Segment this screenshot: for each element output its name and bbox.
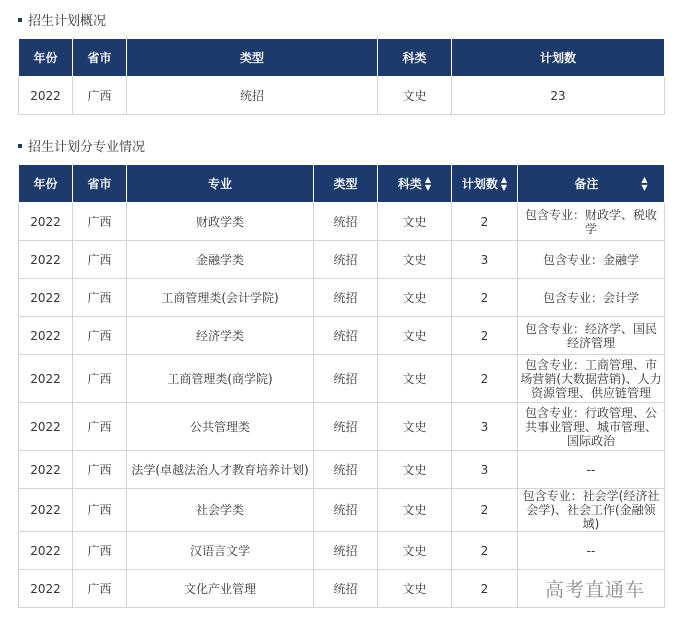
cell-year: 2022	[19, 317, 73, 355]
table-row	[19, 241, 665, 279]
header-province: 省市	[73, 39, 127, 77]
sort-icon[interactable]: ▲ ▼	[641, 175, 648, 193]
cell-notes: --	[518, 532, 665, 570]
header-plan-count: 计划数	[452, 39, 665, 77]
cell-major: 社会学类	[127, 489, 314, 532]
majors-table	[18, 164, 665, 608]
cell-type: 统招	[314, 451, 378, 489]
table-row	[19, 451, 665, 489]
cell-category: 文史	[378, 451, 452, 489]
cell-major: 文化产业管理	[127, 570, 314, 608]
cell-province: 广西	[73, 317, 127, 355]
section-title-overview	[18, 10, 106, 29]
header-category[interactable]	[378, 165, 452, 203]
table-row	[19, 77, 665, 115]
header-notes-label: 备注	[574, 176, 599, 191]
header-plan-count[interactable]	[452, 165, 518, 203]
cell-category: 文史	[378, 532, 452, 570]
cell-plan-count: 2	[452, 570, 518, 608]
cell-type: 统招	[314, 403, 378, 451]
cell-year: 2022	[19, 241, 73, 279]
table-row	[19, 317, 665, 355]
cell-province: 广西	[73, 241, 127, 279]
cell-year: 2022	[19, 355, 73, 403]
cell-plan-count: 2	[452, 279, 518, 317]
cell-category: 文史	[378, 355, 452, 403]
header-category: 科类	[378, 39, 452, 77]
cell-year: 2022	[19, 279, 73, 317]
cell-major: 经济学类	[127, 317, 314, 355]
cell-notes: 包含专业：金融学	[518, 241, 665, 279]
cell-plan-count: 3	[452, 403, 518, 451]
table-row	[19, 532, 665, 570]
sort-icon[interactable]: ▲ ▼	[424, 175, 432, 193]
cell-type: 统招	[127, 77, 378, 115]
table-row	[19, 489, 665, 532]
cell-plan-count: 3	[452, 451, 518, 489]
cell-plan-count: 2	[452, 355, 518, 403]
section-title-text: 招生计划分专业情况	[28, 140, 146, 155]
cell-type: 统招	[314, 570, 378, 608]
cell-province: 广西	[73, 203, 127, 241]
cell-category: 文史	[378, 77, 452, 115]
cell-category: 文史	[378, 203, 452, 241]
cell-year: 2022	[19, 532, 73, 570]
cell-year: 2022	[19, 570, 73, 608]
cell-province: 广西	[73, 279, 127, 317]
header-year: 年份	[19, 39, 73, 77]
header-year: 年份	[19, 165, 73, 203]
cell-year: 2022	[19, 203, 73, 241]
cell-province: 广西	[73, 77, 127, 115]
cell-province: 广西	[73, 570, 127, 608]
cell-plan-count: 3	[452, 241, 518, 279]
table-row	[19, 279, 665, 317]
bullet-icon	[18, 18, 22, 22]
cell-plan-count: 2	[452, 203, 518, 241]
cell-notes: 包含专业：行政管理、公共事业管理、城市管理、国际政治	[518, 403, 665, 451]
cell-notes: 包含专业：会计学	[518, 279, 665, 317]
cell-year: 2022	[19, 77, 73, 115]
cell-major: 法学(卓越法治人才教育培养计划)	[127, 451, 314, 489]
header-notes[interactable]	[518, 165, 665, 203]
header-type: 类型	[127, 39, 378, 77]
cell-notes: 包含专业：财政学、税收学	[518, 203, 665, 241]
section-title-majors	[18, 136, 145, 155]
cell-plan-count: 2	[452, 317, 518, 355]
cell-category: 文史	[378, 279, 452, 317]
cell-plan-count: 2	[452, 532, 518, 570]
cell-province: 广西	[73, 403, 127, 451]
cell-category: 文史	[378, 317, 452, 355]
header-category-label: 科类	[397, 176, 422, 191]
cell-province: 广西	[73, 451, 127, 489]
cell-plan-count: 23	[452, 77, 665, 115]
cell-type: 统招	[314, 279, 378, 317]
cell-major: 公共管理类	[127, 403, 314, 451]
header-type: 类型	[314, 165, 378, 203]
cell-year: 2022	[19, 489, 73, 532]
cell-notes: 包含专业：经济学、国民经济管理	[518, 317, 665, 355]
cell-category: 文史	[378, 489, 452, 532]
cell-major: 金融学类	[127, 241, 314, 279]
cell-province: 广西	[73, 489, 127, 532]
cell-major: 汉语言文学	[127, 532, 314, 570]
watermark-logo: 高考直通车	[545, 579, 646, 601]
cell-notes: --	[518, 451, 665, 489]
cell-province: 广西	[73, 532, 127, 570]
header-plan-count-label: 计划数	[461, 176, 498, 191]
cell-type: 统招	[314, 241, 378, 279]
cell-major: 财政学类	[127, 203, 314, 241]
cell-province: 广西	[73, 355, 127, 403]
header-province: 省市	[73, 165, 127, 203]
section-title-text: 招生计划概况	[28, 14, 107, 29]
cell-category: 文史	[378, 570, 452, 608]
cell-year: 2022	[19, 451, 73, 489]
overview-table	[18, 38, 665, 115]
cell-category: 文史	[378, 241, 452, 279]
cell-type: 统招	[314, 203, 378, 241]
cell-type: 统招	[314, 532, 378, 570]
cell-plan-count: 2	[452, 489, 518, 532]
table-row	[19, 203, 665, 241]
cell-major: 工商管理类(会计学院)	[127, 279, 314, 317]
table-row	[19, 355, 665, 403]
cell-notes: 包含专业：工商管理、市场营销(大数据营销)、人力资源管理、供应链管理	[518, 355, 665, 403]
bullet-icon	[18, 144, 22, 148]
cell-major: 工商管理类(商学院)	[127, 355, 314, 403]
cell-category: 文史	[378, 403, 452, 451]
cell-year: 2022	[19, 403, 73, 451]
sort-icon[interactable]: ▲ ▼	[500, 175, 508, 193]
cell-type: 统招	[314, 317, 378, 355]
cell-type: 统招	[314, 355, 378, 403]
table-row	[19, 403, 665, 451]
cell-type: 统招	[314, 489, 378, 532]
cell-notes: 包含专业：社会学(经济社会学)、社会工作(金融领域)	[518, 489, 665, 532]
header-major: 专业	[127, 165, 314, 203]
